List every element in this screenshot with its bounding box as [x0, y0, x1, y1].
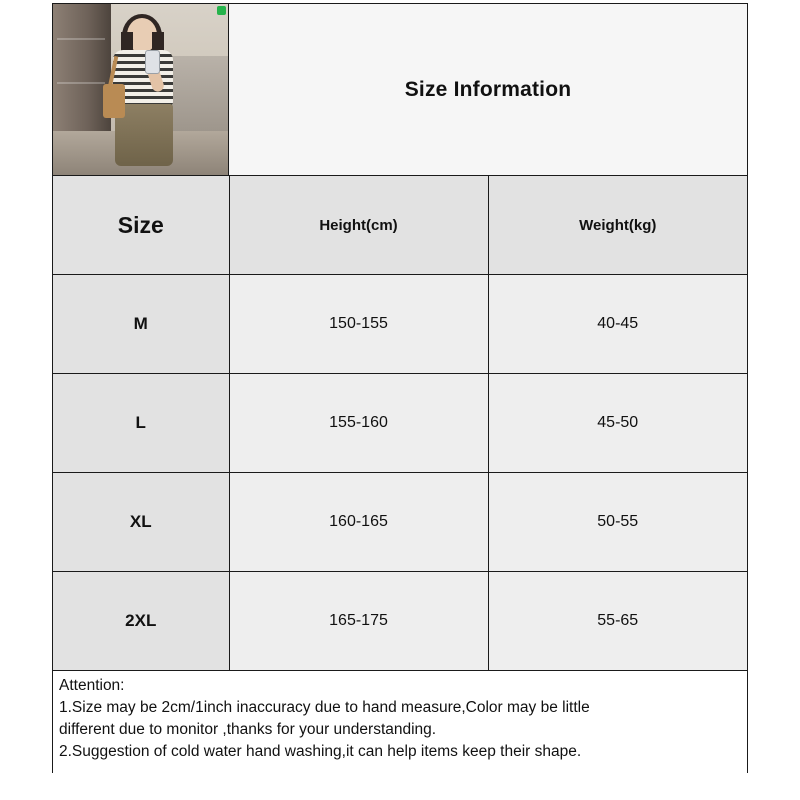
table-row: [53, 374, 747, 473]
cell-size: M: [53, 275, 229, 374]
model-photo: [53, 4, 229, 175]
table-header-row: [53, 176, 747, 275]
attention-line-3: 2.Suggestion of cold water hand washing,it can help items keep their shape.: [59, 743, 582, 760]
cell-size: L: [53, 374, 229, 473]
table-row: [53, 473, 747, 572]
cell-height: 165-175: [229, 572, 488, 671]
attention-line-2: different due to monitor ,thanks for your understanding.: [59, 721, 437, 738]
table-row: [53, 275, 747, 374]
cell-weight: 55-65: [488, 572, 747, 671]
cell-weight: 40-45: [488, 275, 747, 374]
title-cell: [229, 4, 747, 175]
page-title: Size Information: [404, 77, 572, 101]
attention-section: [53, 671, 747, 795]
cell-weight: 50-55: [488, 473, 747, 572]
cell-height: 160-165: [229, 473, 488, 572]
size-information-card: [52, 3, 748, 773]
model-handbag: [103, 84, 125, 118]
column-header-size: Size: [53, 176, 229, 275]
table-row: [53, 572, 747, 671]
cell-size: XL: [53, 473, 229, 572]
column-header-weight: Weight(kg): [488, 176, 747, 275]
green-badge-icon: [217, 6, 226, 15]
cell-weight: 45-50: [488, 374, 747, 473]
size-table: [53, 176, 747, 671]
column-header-height: Height(cm): [229, 176, 488, 275]
cell-height: 155-160: [229, 374, 488, 473]
photo-model-figure: [105, 18, 183, 175]
model-phone: [145, 50, 160, 74]
cell-height: 150-155: [229, 275, 488, 374]
cell-size: 2XL: [53, 572, 229, 671]
attention-line-1: 1.Size may be 2cm/1inch inaccuracy due to hand measure,Color may be little: [59, 699, 590, 716]
card-header-row: [53, 4, 747, 176]
attention-title: Attention:: [59, 677, 125, 694]
